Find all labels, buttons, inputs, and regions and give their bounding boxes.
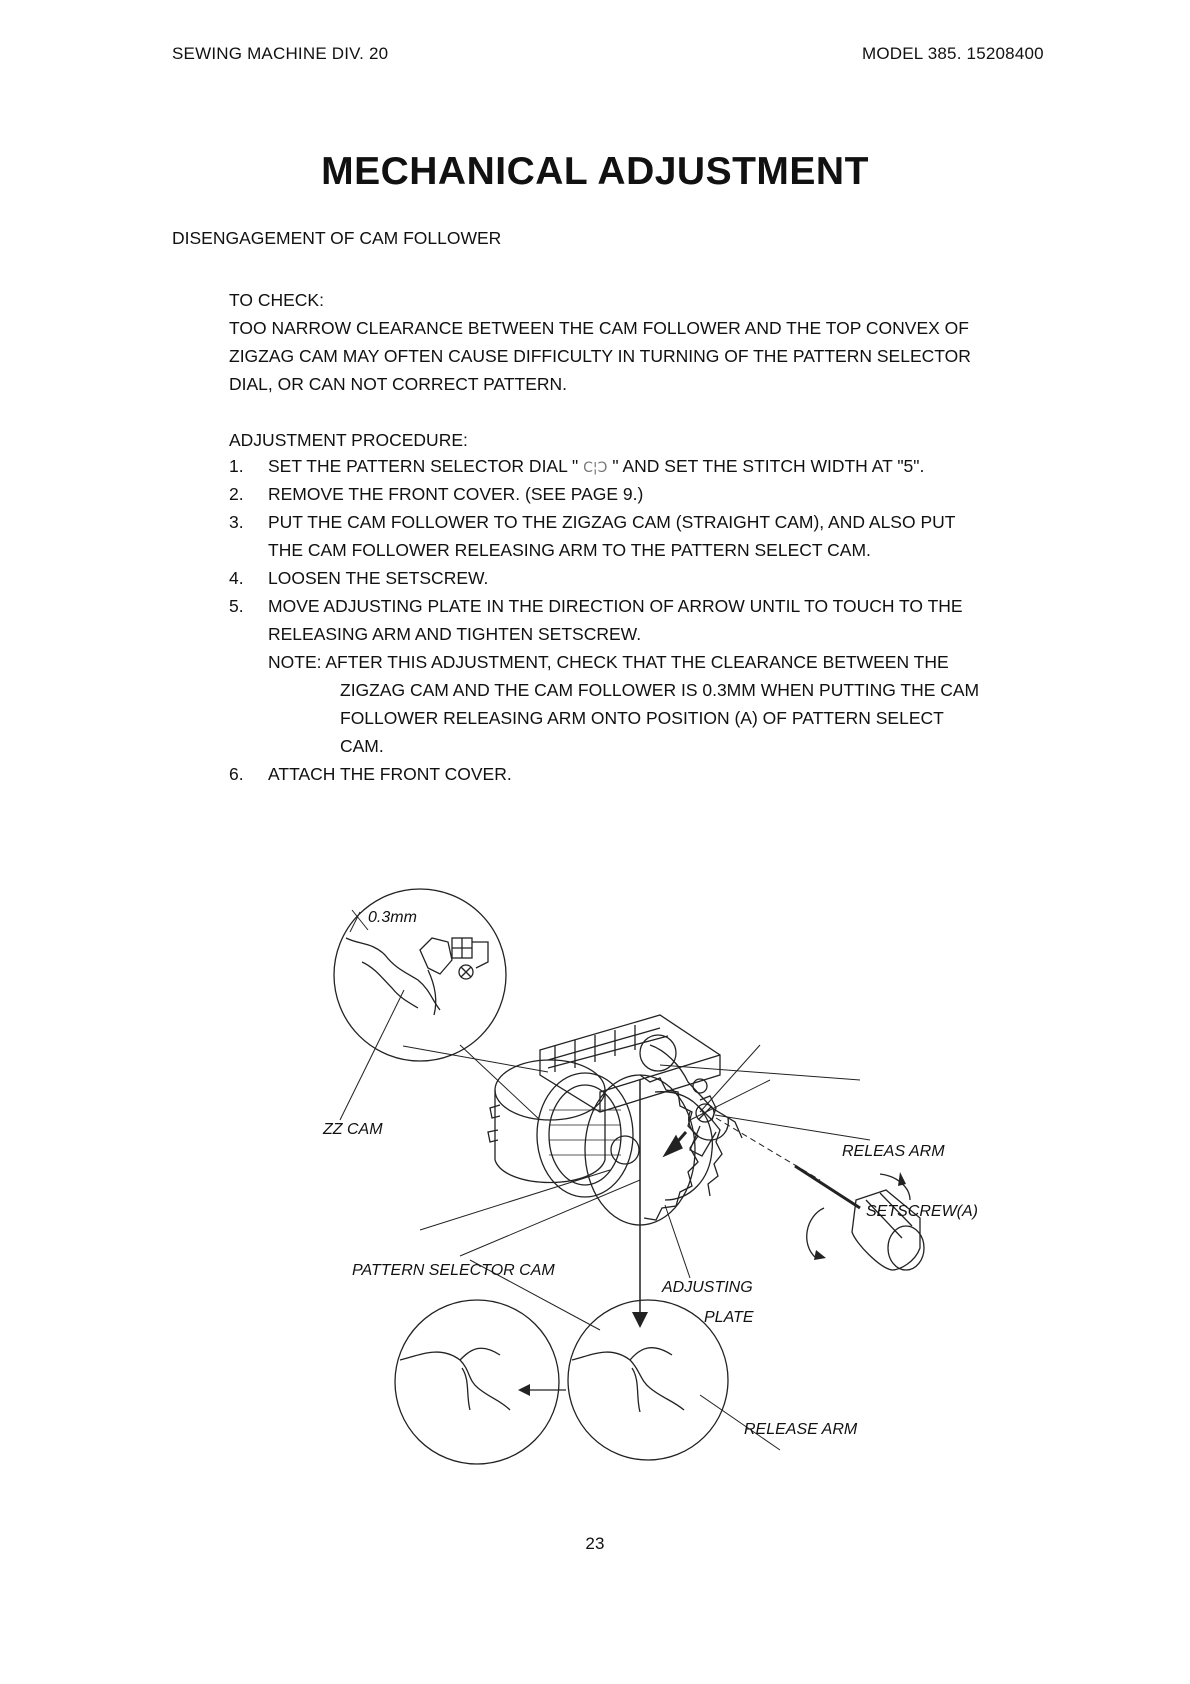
step-3-text: THE CAM FOLLOWER RELEASING ARM TO THE PATTERN SELECT CAM. [268, 540, 871, 560]
step-number: 5. [229, 596, 244, 616]
release-arm-label: RELEASE ARM [744, 1421, 858, 1438]
step-1-after: " AND SET THE STITCH WIDTH AT "5". [612, 456, 925, 476]
step-number: 2. [229, 484, 244, 504]
note-text: NOTE: AFTER THIS ADJUSTMENT, CHECK THAT THE CLEARANCE BETWEEN THE [268, 652, 949, 672]
header-right: MODEL 385. 15208400 [862, 44, 1044, 63]
check-line: DIAL, OR CAN NOT CORRECT PATTERN. [229, 374, 568, 394]
detail-circle-before [395, 1300, 559, 1464]
note-text: CAM. [340, 736, 384, 756]
page-number: 23 [585, 1534, 605, 1553]
step-4-text: LOOSEN THE SETSCREW. [268, 568, 489, 588]
clearance-detail-circle [334, 889, 506, 1061]
note-text: FOLLOWER RELEASING ARM ONTO POSITION (A) OF PATTERN SELECT [340, 708, 944, 728]
step-number: 3. [229, 512, 244, 532]
check-line: ZIGZAG CAM MAY OFTEN CAUSE DIFFICULTY IN TURNING OF THE PATTERN SELECTOR [229, 346, 971, 366]
step-number: 4. [229, 568, 244, 588]
left-arrow [518, 1384, 530, 1396]
mechanism-body [540, 1015, 720, 1112]
note-text: ZIGZAG CAM AND THE CAM FOLLOWER IS 0.3MM WHEN PUTTING THE CAM [340, 680, 980, 700]
step-number: 1. [229, 456, 244, 476]
header-left: SEWING MACHINE DIV. 20 [172, 44, 389, 63]
step-2-text: REMOVE THE FRONT COVER. (SEE PAGE 9.) [268, 484, 644, 504]
step-6-text: ATTACH THE FRONT COVER. [268, 764, 512, 784]
adjusting-label: ADJUSTING [662, 1279, 753, 1296]
section-heading: DISENGAGEMENT OF CAM FOLLOWER [172, 228, 502, 248]
setscrew-label: SETSCREW(A) [866, 1203, 978, 1220]
plate-label: PLATE [704, 1309, 754, 1326]
pattern-selector-cam-label: PATTERN SELECTOR CAM [352, 1262, 555, 1279]
step-1-before: SET THE PATTERN SELECTOR DIAL " [268, 456, 579, 476]
rotation-arrow-left [807, 1208, 824, 1258]
step-1-text [268, 452, 924, 482]
straight-stitch-symbol: C¦Ↄ [583, 460, 608, 476]
step-5-text: MOVE ADJUSTING PLATE IN THE DIRECTION OF ARROW UNTIL TO TOUCH TO THE [268, 596, 963, 616]
check-heading: TO CHECK: [229, 290, 324, 310]
procedure-heading: ADJUSTMENT PROCEDURE: [229, 430, 468, 450]
releas-arm-label: RELEAS ARM [842, 1143, 945, 1160]
cam-follower-diagram [0, 850, 1190, 1470]
clearance-label: 0.3mm [368, 909, 417, 926]
check-line: TOO NARROW CLEARANCE BETWEEN THE CAM FOLLOWER AND THE TOP CONVEX OF [229, 318, 969, 338]
step-3-text: PUT THE CAM FOLLOWER TO THE ZIGZAG CAM (STRAIGHT CAM), AND ALSO PUT [268, 512, 956, 532]
rotation-arrow-right [880, 1174, 910, 1200]
step-5-text: RELEASING ARM AND TIGHTEN SETSCREW. [268, 624, 642, 644]
zz-cam-label: ZZ CAM [323, 1121, 383, 1138]
down-arrow [632, 1312, 648, 1328]
page-title: MECHANICAL ADJUSTMENT [321, 150, 869, 193]
step-number: 6. [229, 764, 244, 784]
